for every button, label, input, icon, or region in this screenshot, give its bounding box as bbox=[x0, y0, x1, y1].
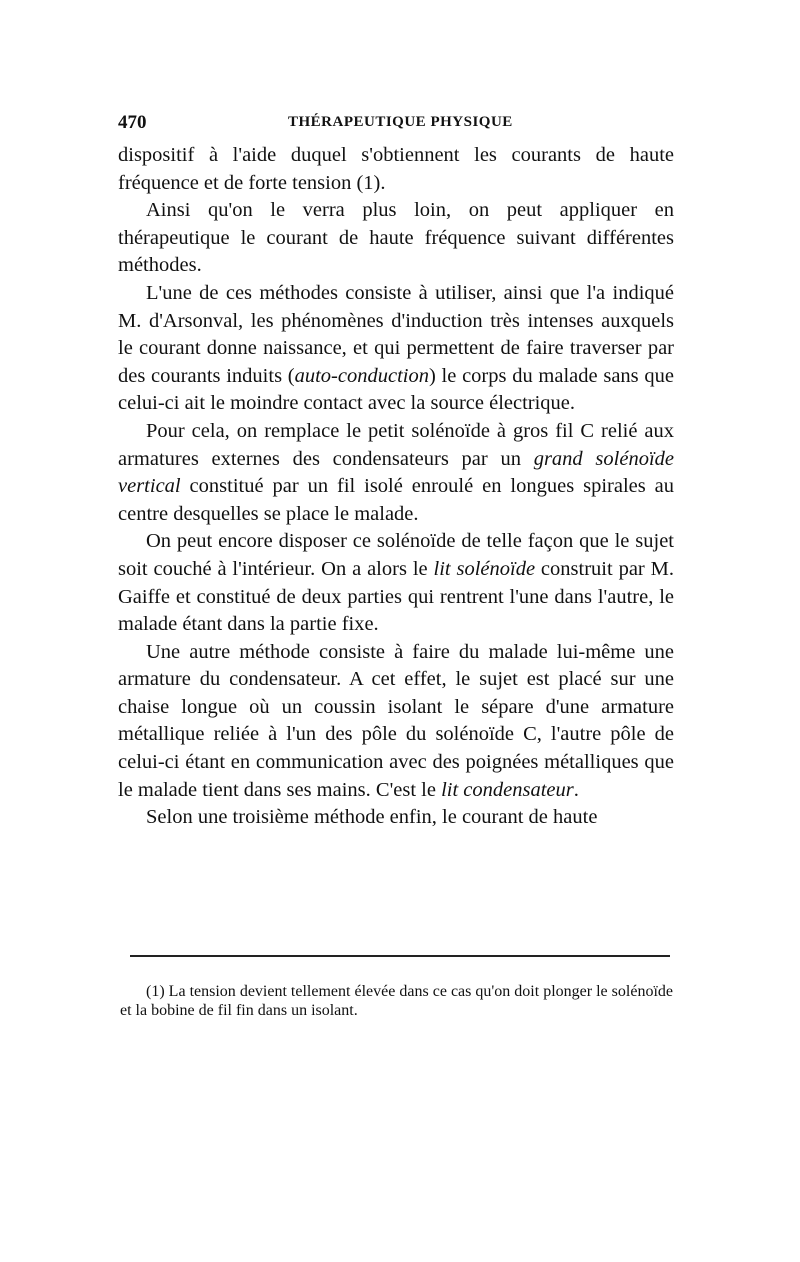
paragraph-6 bbox=[118, 639, 674, 805]
paragraph-5-text-before: On peut encore disposer ce solénoïde de telle façon que le sujet soit couché à l'intérieur. On a alors le bbox=[118, 530, 674, 580]
footnote-separator-rule bbox=[130, 955, 670, 957]
paragraph-7-text: Selon une troisième méthode enfin, le courant de haute bbox=[146, 806, 598, 829]
paragraph-4-italic-term: grand solénoïde vertical bbox=[118, 447, 674, 498]
paragraph-4 bbox=[118, 418, 674, 528]
paragraph-6-italic-term: lit condensateur bbox=[441, 778, 574, 801]
footnote-text: (1) La tension devient tellement élevée dans ce cas qu'on doit plonger le solénoïde et la bobine de fil fin dans un isolant. bbox=[120, 983, 673, 1019]
running-title: THÉRAPEUTIQUE PHYSIQUE bbox=[288, 114, 513, 130]
body-text bbox=[118, 142, 674, 832]
paragraph-2-text: Ainsi qu'on le verra plus loin, on peut appliquer en thérapeutique le courant de haute fréquence suivant différentes méthodes. bbox=[118, 199, 674, 277]
page-header bbox=[118, 112, 674, 142]
paragraph-6-text-after: . bbox=[573, 778, 579, 801]
page bbox=[118, 112, 674, 832]
paragraph-1-text: dispositif à l'aide duquel s'obtiennent les courants de haute fréquence et de forte tension (1). bbox=[118, 144, 674, 194]
paragraph-3-italic-term: auto-conduction bbox=[294, 364, 429, 387]
paragraph-5 bbox=[118, 528, 674, 638]
footnote bbox=[120, 982, 673, 1020]
paragraph-1 bbox=[118, 142, 674, 197]
paragraph-6-text-before: Une autre méthode consiste à faire du malade lui-même une armature du condensateur. A cet effet, le sujet est placé sur une chaise longue où un coussin isolant le sépare d'une armature métallique reliée à l'un des pôle du solénoïde C, l'autre pôle de celui-ci étant en communication avec des poignées métalliques que le malade tient dans ses mains. C'est le bbox=[118, 640, 674, 801]
paragraph-5-text-after: construit par M. Gaiffe et constitué de deux parties qui rentrent l'une dans l'autre, le malade étant dans la partie fixe. bbox=[118, 557, 674, 636]
page-number: 470 bbox=[118, 112, 147, 133]
paragraph-3 bbox=[118, 280, 674, 418]
paragraph-5-italic-term: lit solénoïde bbox=[433, 557, 536, 580]
paragraph-2 bbox=[118, 197, 674, 280]
paragraph-3-text-after: ) le corps du malade sans que celui-ci ait le moindre contact avec la source électrique. bbox=[118, 364, 674, 415]
paragraph-4-text-before: Pour cela, on remplace le petit solénoïde à gros fil C relié aux armatures externes des condensateurs par un bbox=[118, 419, 674, 470]
paragraph-3-text-before: L'une de ces méthodes consiste à utiliser, ainsi que l'a indiqué M. d'Arsonval, les phénomènes d'induction très intenses auxquels le courant donne naissance, et qui permettent de faire traverser par des courants induits ( bbox=[118, 281, 674, 387]
paragraph-7 bbox=[118, 804, 674, 832]
paragraph-4-text-after: constitué par un fil isolé enroulé en longues spirales au centre desquelles se place le malade. bbox=[118, 475, 674, 525]
